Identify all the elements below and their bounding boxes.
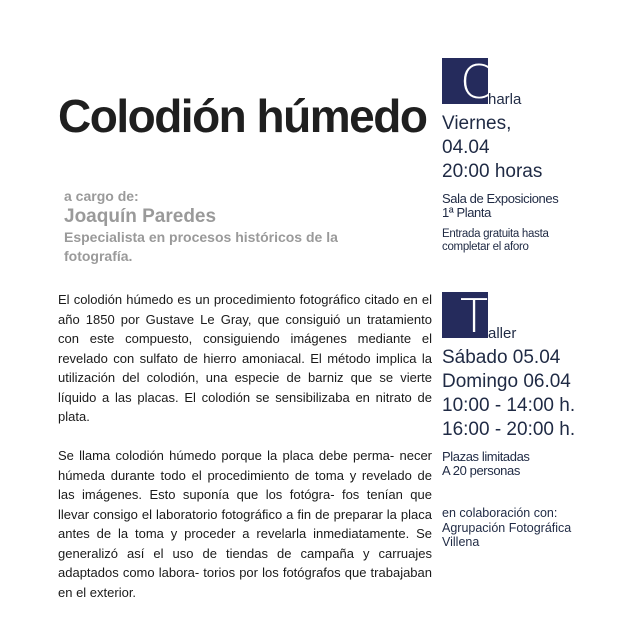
taller-label: aller [488,325,517,342]
taller-square [442,289,489,343]
taller-places-line-2: A 20 personas [442,463,520,478]
speaker-name: Joaquín Paredes [64,206,217,227]
description-paragraph-2: Se llama colodión húmedo porque la placa debe perma- necer húmeda durante todo el procedimiento de toma y revelado de las imágenes. Esto suponía que los fotógra- fos tenían que llevar consigo el laboratorio fotográfico a fin de preparar la placa antes de la toma y proceder a revelarla inmediatamente. Se generalizó así el uso de tiendas de campaña y carruajes adaptados como labora- torios por los fotógrafos que trabajaban en el exterior. [58,448,432,600]
description-paragraph-1: El colodión húmedo es un procedimiento fotográfico citado en el año 1850 por Gustave Le Gray, que consiguió un tratamiento con este compuesto, consiguiendo imágenes mediante el revelado con sulfato de hierro amoniacal. El método implica la utilización del colodión, una especie de barniz que se vierte líquido a las placas. El colodión se sensibilizaba en nitrato de plata. [58,292,432,424]
charla-heading [442,55,612,109]
charla-venue-line-2: 1ª Planta [442,205,491,220]
taller-time-1: 10:00 - 14:00 h. [442,395,576,416]
taller-heading [442,289,612,343]
charla-time: 20:00 horas [442,161,543,182]
collaboration-org-line-1: Agrupación Fotográfica [442,520,572,535]
charla-initial: C [460,55,493,109]
collaboration-intro: en colaboración con: [442,506,558,520]
description [58,290,432,602]
page-title: Colodión húmedo [58,90,427,142]
charla-entry-line-1: Entrada gratuita hasta [442,228,549,240]
taller-places-line-1: Plazas limitadas [442,449,530,464]
charla-entry-line-2: completar el aforo [442,241,529,253]
charla-square [442,55,493,109]
charla-block [442,55,612,254]
taller-time-2: 16:00 - 20:00 h. [442,419,576,440]
taller-day-1: Sábado 05.04 [442,347,561,368]
taller-block [442,289,612,478]
charla-entry [442,228,612,254]
taller-places [442,450,612,478]
charla-label: harla [488,91,522,108]
charla-date: 04.04 [442,137,490,158]
speaker-role: Especialista en procesos históricos de la fotografía. [64,229,338,264]
charla-venue [442,192,612,220]
collaboration-org-line-2: Villena [442,535,480,549]
taller-initial: T [460,289,489,343]
taller-schedule [442,346,612,442]
charla-day: Viernes, [442,113,512,134]
charla-schedule [442,112,612,184]
speaker-block [64,188,404,266]
taller-day-2: Domingo 06.04 [442,371,571,392]
speaker-intro: a cargo de: [64,188,139,204]
collaboration-block [442,506,612,550]
charla-venue-line-1: Sala de Exposiciones [442,191,559,206]
